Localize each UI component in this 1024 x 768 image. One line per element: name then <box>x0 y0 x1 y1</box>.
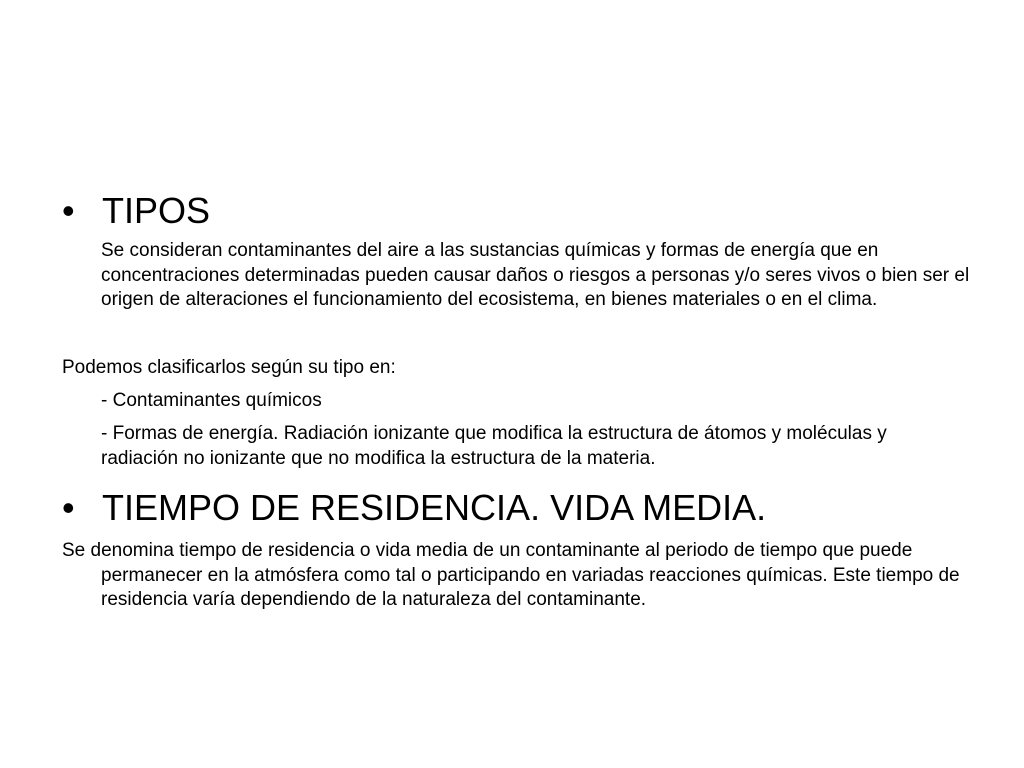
section-heading-text: TIEMPO DE RESIDENCIA. VIDA MEDIA. <box>102 487 767 528</box>
bullet-icon: • <box>62 190 75 231</box>
section-heading-text: TIPOS <box>102 190 211 231</box>
residencia-description: Se denomina tiempo de residencia o vida media de un contaminante al periodo de tiempo que puede permanecer en la atmósfera como tal o participando en variadas reacciones químicas. Este tiempo de residencia varía dependiendo de la naturaleza del contaminante. <box>62 540 960 610</box>
section-heading-tipos <box>62 191 210 231</box>
classification-item-energy: - Formas de energía. Radiación ionizante que modifica la estructura de átomos y moléculas y radiación no ionizante que no modifica la estructura de la materia. <box>101 423 887 469</box>
bullet-icon: • <box>62 487 75 528</box>
tipos-description: Se consideran contaminantes del aire a las sustancias químicas y formas de energía que en concentraciones determinadas pueden causar daños o riesgos a personas y/o seres vivos o bien ser el origen de alteraciones el funcionamiento del ecosistema, en bienes materiales o en el clima. <box>101 240 970 310</box>
classification-intro: Podemos clasificarlos según su tipo en: <box>62 357 396 378</box>
classification-item-chemical: - Contaminantes químicos <box>101 390 322 411</box>
section-heading-residencia <box>62 488 766 528</box>
